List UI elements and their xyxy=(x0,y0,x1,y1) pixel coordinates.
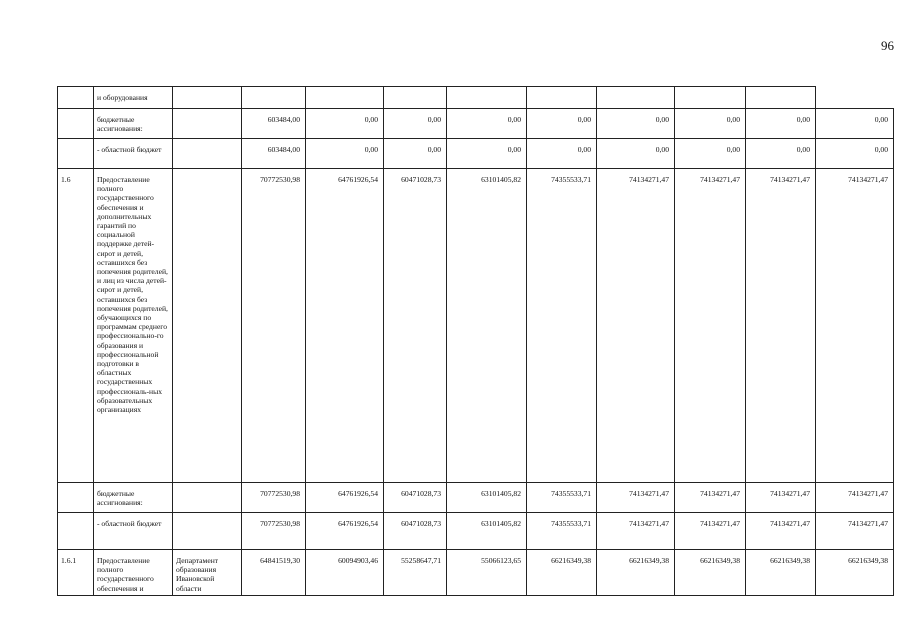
cell-value: 60471028,73 xyxy=(384,483,447,513)
cell-value: 74355533,71 xyxy=(527,513,597,550)
row-executor xyxy=(173,87,242,109)
cell-value xyxy=(306,87,384,109)
row-code xyxy=(58,109,94,139)
cell-value: 74134271,47 xyxy=(746,169,816,483)
row-name: - областной бюджет xyxy=(94,139,173,169)
row-executor xyxy=(173,169,242,483)
table-row xyxy=(58,169,894,483)
cell-value: 74134271,47 xyxy=(816,513,894,550)
row-code xyxy=(58,513,94,550)
budget-table xyxy=(57,86,894,596)
cell-value: 0,00 xyxy=(816,139,894,169)
cell-value: 603484,00 xyxy=(242,109,306,139)
cell-value: 0,00 xyxy=(597,139,675,169)
table-row xyxy=(58,513,894,550)
cell-value: 63101405,82 xyxy=(447,483,527,513)
cell-value: 66216349,38 xyxy=(675,550,746,596)
cell-value xyxy=(746,87,816,109)
cell-value: 55258647,71 xyxy=(384,550,447,596)
row-code xyxy=(58,483,94,513)
row-name: и оборудования xyxy=(94,87,173,109)
cell-value: 66216349,38 xyxy=(527,550,597,596)
cell-value: 55066123,65 xyxy=(447,550,527,596)
cell-value: 63101405,82 xyxy=(447,513,527,550)
cell-value: 74134271,47 xyxy=(746,513,816,550)
cell-value: 64761926,54 xyxy=(306,169,384,483)
row-executor xyxy=(173,139,242,169)
cell-value: 64841519,30 xyxy=(242,550,306,596)
table-row xyxy=(58,109,894,139)
cell-value: 74355533,71 xyxy=(527,169,597,483)
cell-value xyxy=(384,87,447,109)
cell-value: 64761926,54 xyxy=(306,513,384,550)
cell-value: 0,00 xyxy=(597,109,675,139)
row-name: Предоставление полного государственного обеспечения и xyxy=(94,550,173,596)
cell-value: 74134271,47 xyxy=(816,169,894,483)
cell-value: 66216349,38 xyxy=(597,550,675,596)
cell-value: 66216349,38 xyxy=(816,550,894,596)
cell-value: 74355533,71 xyxy=(527,483,597,513)
cell-value: 70772530,98 xyxy=(242,169,306,483)
cell-value: 70772530,98 xyxy=(242,483,306,513)
row-code xyxy=(58,87,94,109)
cell-value: 0,00 xyxy=(527,139,597,169)
cell-value: 74134271,47 xyxy=(816,483,894,513)
cell-value: 0,00 xyxy=(384,109,447,139)
cell-value: 0,00 xyxy=(447,109,527,139)
cell-value: 0,00 xyxy=(447,139,527,169)
cell-value: 74134271,47 xyxy=(746,483,816,513)
cell-value: 0,00 xyxy=(384,139,447,169)
cell-value: 0,00 xyxy=(675,139,746,169)
cell-value: 74134271,47 xyxy=(675,169,746,483)
row-executor xyxy=(173,109,242,139)
cell-value: 0,00 xyxy=(306,109,384,139)
cell-value: 74134271,47 xyxy=(597,513,675,550)
cell-value xyxy=(527,87,597,109)
cell-value xyxy=(242,87,306,109)
cell-value: 603484,00 xyxy=(242,139,306,169)
cell-value xyxy=(597,87,675,109)
table-row xyxy=(58,483,894,513)
cell-value xyxy=(675,87,746,109)
row-name: бюджетные ассигнования: xyxy=(94,109,173,139)
row-executor xyxy=(173,483,242,513)
row-code: 1.6 xyxy=(58,169,94,483)
row-name: Предоставление полного государственного обеспечения и дополнительных гарантий по социальной поддержке детей-сирот и детей, оставшихся без попечения родителей, и лиц из числа детей-сирот и детей, оставшихся без попечения родителей, обучающихся по программам среднего профессионально-го образования и профессиональной подготовки в областных государственных профессиональ-ных образовательных организациях xyxy=(94,169,173,483)
cell-value: 0,00 xyxy=(527,109,597,139)
cell-value: 70772530,98 xyxy=(242,513,306,550)
cell-value: 74134271,47 xyxy=(675,513,746,550)
row-name: - областной бюджет xyxy=(94,513,173,550)
table-row xyxy=(58,550,894,596)
cell-value: 74134271,47 xyxy=(675,483,746,513)
table-row xyxy=(58,87,894,109)
cell-value: 64761926,54 xyxy=(306,483,384,513)
row-code: 1.6.1 xyxy=(58,550,94,596)
cell-value: 0,00 xyxy=(816,109,894,139)
cell-value: 66216349,38 xyxy=(746,550,816,596)
table-row xyxy=(58,139,894,169)
cell-value: 0,00 xyxy=(746,139,816,169)
page-number: 96 xyxy=(881,38,894,53)
cell-value: 60471028,73 xyxy=(384,169,447,483)
cell-value: 63101405,82 xyxy=(447,169,527,483)
cell-value: 60094903,46 xyxy=(306,550,384,596)
cell-value: 60471028,73 xyxy=(384,513,447,550)
cell-value: 74134271,47 xyxy=(597,169,675,483)
row-executor xyxy=(173,513,242,550)
row-name: бюджетные ассигнования: xyxy=(94,483,173,513)
cell-value: 0,00 xyxy=(746,109,816,139)
cell-value: 74134271,47 xyxy=(597,483,675,513)
row-executor: Департамент образования Ивановской области xyxy=(173,550,242,596)
cell-value xyxy=(447,87,527,109)
cell-value: 0,00 xyxy=(675,109,746,139)
cell-value: 0,00 xyxy=(306,139,384,169)
row-code xyxy=(58,139,94,169)
